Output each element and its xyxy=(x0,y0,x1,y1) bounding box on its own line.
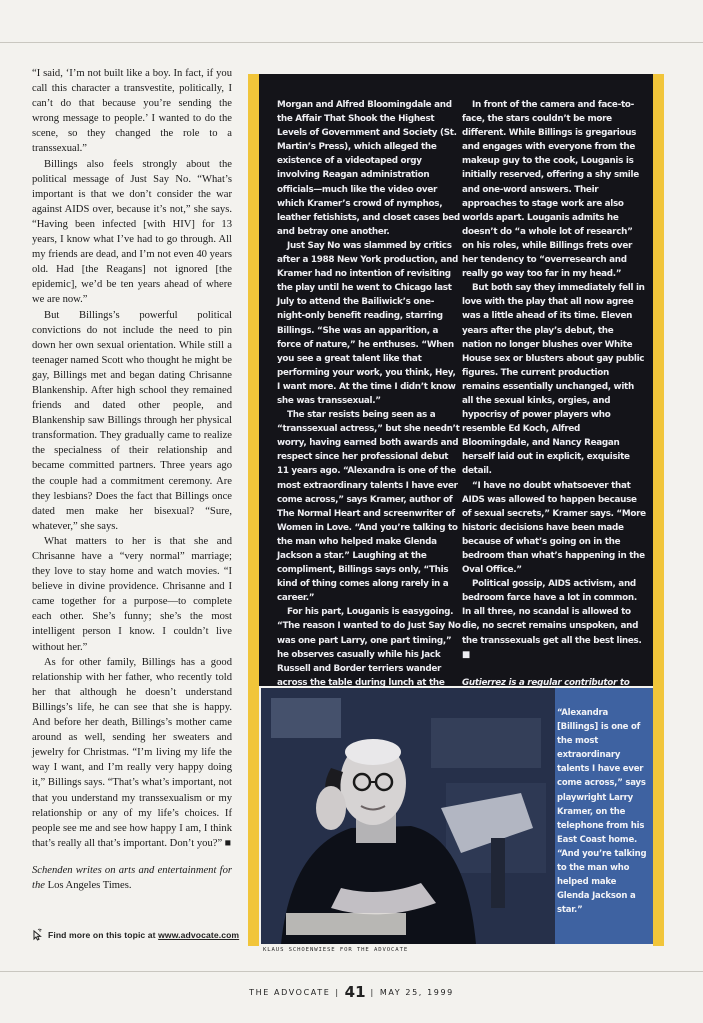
sidebar-paragraph: The star resists being seen as a “transsexual actress,” but she needn’t worry, having earned both awards and respect since her professional debut 11 years ago. “Alexandra is one of the most extraordinary talents I have ever come across,” says Kramer, author of The Normal Heart and screenwriter of Women in Love. “And you’re talking to the man who helped make Glenda Jackson a star.” Laughing at the compliment, Billings says only, “This kind of thing comes along rarely in a career.” xyxy=(277,410,460,604)
photo-caption: “Alexandra [Billings] is one of the most extraordinary talents I have ever come across,” says playwright Larry Kramer, on the telephone from his East Coast home. “And you’re talking to the man who helped make Glenda Jackson a star.” xyxy=(557,708,647,916)
portrait-illustration xyxy=(261,688,555,944)
sidebar-paragraph: Just Say No was slammed by critics after a 1988 New York production, and Kramer had no intention of revisiting the play until he went to Chicago last July to attend the Bailiwick’s one-night-only benefit reading, starring Billings. “She was an apparition, a force of nature,” he enthuses. “When you see a great talent like that performing your work, you think, Hey, I want more. At the time I didn’t know she was transsexual.” xyxy=(277,240,459,406)
sidebar-paragraph: Political gossip, AIDS activism, and bedroom farce have a lot in common. In all three, no scandal is allowed to die, no secret remains unspoken, and the transsexuals get all the best lines. ■ xyxy=(462,579,642,660)
footer-separator: | xyxy=(335,988,340,997)
footer-publication: THE ADVOCATE xyxy=(249,988,331,997)
sidebar-paragraph: Morgan and Alfred Bloomingdale and the Affair That Shook the Highest Levels of Government and Society (St. Martin’s Press), which alleged the existence of a videotaped orgy involving Reagan administration officials—much like the video over which Kramer’s crowd of nymphos, leather fetishists, and closet cases bed and betray one another. xyxy=(277,100,460,237)
footer-date: MAY 25, 1999 xyxy=(379,988,454,997)
mouse-pointer-icon xyxy=(32,928,44,941)
find-more-text: Find more on this topic at xyxy=(48,930,159,940)
sidebar-column-2 xyxy=(462,98,646,718)
top-rule xyxy=(0,42,703,43)
article-paragraph: As for other family, Billings has a good relationship with her father, who recently told her that although he doesn’t understand Billings’s life, he can see that she is happy. And before her death, Billings’s mother came around as well, sending her sweaters and jewelry for Christmas. “I’m living my life the way I want, and I’m really very happy doing it,” Billings says. “That’s what’s important, not that you understand my transsexualism or my relationship or any of my life’s choices. If people see me and see how happy I am, I think that’s really all that’s important. Don’t you?” ■ xyxy=(32,656,232,849)
sidebar-paragraph: For his part, Louganis is easygoing. “The reason I wanted to do Just Say No was one part Larry, one part timing,” he observes casually while his Jack Russell and Border terriers wander across the table during lunch at the xyxy=(277,607,461,688)
sidebar-paragraph: In front of the camera and face-to-face, the stars couldn’t be more different. While Billings is gregarious and engages with everyone from the makeup guy to the cook, Louganis is initially reserved, offering a shy smile and one-word answers. Their approaches to stage work are also worlds apart. Louganis admits he doesn’t do “a whole lot of research” on his roles, while Billings frets over her tendency to “overresearch and really go way too far in my head.” xyxy=(462,100,639,280)
article-paragraph: “I said, ‘I’m not built like a boy. In fact, if you call this character a transvestite, politically, I can’t do that because you’re sending the wrong message to people.’ I wanted to do the scene, so they changed the role to a transsexual.” xyxy=(32,68,232,155)
portrait-photo xyxy=(261,688,555,944)
article-column xyxy=(32,66,232,893)
sidebar-column-1 xyxy=(277,98,461,704)
advocate-link[interactable]: www.advocate.com xyxy=(158,930,240,940)
sidebar-paragraph: “I have no doubt whatsoever that AIDS was allowed to happen because of sexual secrets,” Kramer says. “More historic decisions have been made because of what’s going on in the bedroom than what’s happening in the Oval Office.” xyxy=(462,480,646,576)
bottom-rule xyxy=(0,971,703,972)
photo-credit: KLAUS SCHOENWIESE FOR THE ADVOCATE xyxy=(263,947,409,953)
author-byline xyxy=(32,863,232,893)
sidebar-paragraph: But both say they immediately fell in love with the play that all now agree was a little ahead of its time. Eleven years after the play’s debut, the nation no longer blushes over White House sex or blusters about gay public figures. The current production remains essentially unchanged, with all the sexual kinks, orgies, and hypocrisy of power players who resemble Ed Koch, Alfred Bloomingdale, and Nancy Reagan herself laid out in explicit, exquisite detail. xyxy=(462,283,645,477)
article-paragraph: But Billings’s powerful political convictions do not include the need to pin down her own sexual orientation. While still a teenager named Scott who thought he might be gay, Billings met and began dating Chrisanne Blankenship. After high school they remained friends and dated other people, and Blankenship saw Billings through her physical transformation. They gradually came to realize the specialness of their relationship and became committed partners. Three years ago the couple had a commitment ceremony. Are they lesbians? Does the fact that Billings once dated men make her bisexual? “Sure, whatever,” she says. xyxy=(32,309,232,532)
page-footer xyxy=(0,983,703,1001)
yellow-rule-right xyxy=(653,74,664,946)
footer-separator: | xyxy=(370,988,375,997)
article-paragraph: What matters to her is that she and Chrisanne have a “very normal” marriage; they love to stay home and watch movies. “I believe in divine providence. Chrisanne and I came together for a purpose—to complete each other. She’s funny; she’s the most intelligent person I know. I couldn’t live without her.” xyxy=(32,535,232,653)
bio-text: Gutierrez is a regular contributor to xyxy=(462,677,630,688)
article-paragraph: Billings also feels strongly about the political message of Just Say No. “What’s important is that we don’t consider the war against AIDS over, because it’s not,” she says. “Having been infected [with HIV] for 13 years, I know what I’ve had to go through. All my friends are dead, and I’m not even 40 years old. Had [the Reagans] not ignored [the epidemic], we’d be ten years ahead of where we are now.” xyxy=(32,158,232,306)
find-more-link-line xyxy=(32,928,247,941)
page-number: 41 xyxy=(344,983,366,1001)
yellow-rule-left xyxy=(248,74,259,946)
byline-publication: Los Angeles Times. xyxy=(44,879,132,891)
byline-text: Schenden writes on arts and entertainment for the xyxy=(32,864,232,891)
